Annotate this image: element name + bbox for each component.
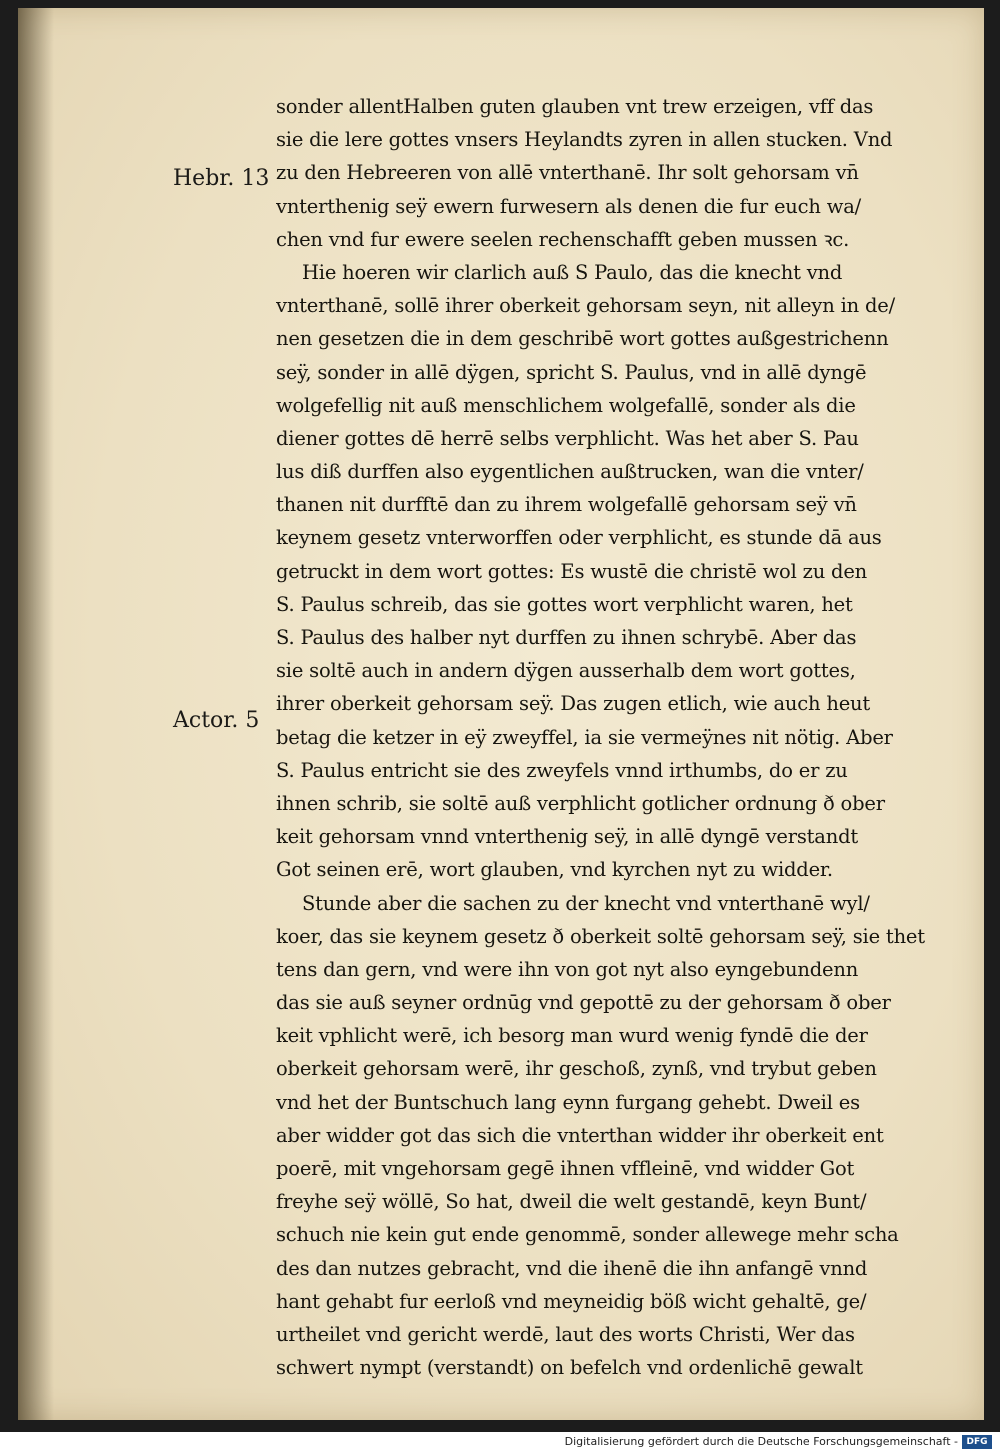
text-line: sie soltē auch in andern dÿgen ausserhalb dem wort gottes, xyxy=(276,659,856,683)
text-line: diener gottes dē herrē selbs verphlicht. Was het aber S. Pau xyxy=(276,426,859,450)
text-line: poerē, mit vngehorsam gegē ihnen vffleinē, vnd widder Got xyxy=(276,1157,855,1180)
text-line: keynem gesetz vnterworffen oder verphlicht, es stunde dā aus xyxy=(276,526,882,550)
text-line: das sie auß seyner ordnūg vnd gepottē zu der gehorsam ð ober xyxy=(276,991,891,1015)
footer-bar xyxy=(0,1432,1000,1452)
text-line: lus diß durffen also eygentlichen außtrucken, wan die vnter/ xyxy=(276,460,864,484)
text-line: zu den Hebreeren von allē vnterthanē. Ihr solt gehorsam vn̄ xyxy=(276,161,859,185)
text-line: vnterthanē, sollē ihrer oberkeit gehorsam seyn, nit alleyn in de/ xyxy=(276,294,895,318)
text-line: S. Paulus entricht sie des zweyfels vnnd irthumbs, do er zu xyxy=(276,758,848,782)
marginal-note-hebr: Hebr. 13 xyxy=(173,166,270,191)
text-line: Got seinen erē, wort glauben, vnd kyrchen nyt zu widder. xyxy=(276,858,833,882)
text-line: nen gesetzen die in dem geschribē wort gottes außgestrichenn xyxy=(276,327,889,351)
text-line: schwert nympt (verstandt) on befelch vnd ordenlichē gewalt xyxy=(276,1356,863,1380)
marginal-note-actor: Actor. 5 xyxy=(173,708,260,733)
text-line: ihrer oberkeit gehorsam seÿ. Das zugen etlich, wie auch heut xyxy=(276,692,871,716)
text-line: seÿ, sonder in allē dÿgen, spricht S. Paulus, vnd in allē dyngē xyxy=(276,360,867,384)
text-line: vnterthenig seÿ ewern furwesern als denen die fur euch wa/ xyxy=(276,194,862,218)
text-line: thanen nit durfftē dan zu ihrem wolgefallē gehorsam seÿ vn̄ xyxy=(276,493,857,517)
book-page xyxy=(18,8,984,1420)
text-line: keit vphlicht werē, ich besorg man wurd wenig fyndē die der xyxy=(276,1024,868,1048)
text-line: Hie hoeren wir clarlich auß S Paulo, das die knecht vnd xyxy=(302,260,843,284)
dfg-logo: DFG xyxy=(962,1435,992,1449)
text-line: Stunde aber die sachen zu der knecht vnd vnterthanē wyl/ xyxy=(302,891,870,915)
text-block xyxy=(276,90,976,1384)
gutter-shadow xyxy=(18,8,54,1420)
text-line: hant gehabt fur eerloß vnd meyneidig böß wicht gehaltē, ge/ xyxy=(276,1289,867,1313)
text-line: koer, das sie keynem gesetz ð oberkeit soltē gehorsam seÿ, sie thet xyxy=(276,924,925,948)
text-line: wolgefellig nit auß menschlichem wolgefallē, sonder als die xyxy=(276,393,856,417)
text-line: keit gehorsam vnnd vnterthenig seÿ, in allē dyngē verstandt xyxy=(276,825,858,849)
text-line: S. Paulus schreib, das sie gottes wort verphlicht waren, het xyxy=(276,592,853,616)
text-line: sonder allentHalben guten glauben vnt trew erzeigen, vff das xyxy=(276,95,874,118)
text-line: chen vnd fur ewere seelen rechenschafft geben mussen ꝛc. xyxy=(276,227,850,251)
text-line: tens dan gern, vnd were ihn von got nyt also eyngebundenn xyxy=(276,957,859,981)
text-line: urtheilet vnd gericht werdē, laut des worts Christi, Wer das xyxy=(276,1322,855,1346)
text-line: sie die lere gottes vnsers Heylandts zyren in allen stucken. Vnd xyxy=(276,128,893,152)
text-line: vnd het der Buntschuch lang eynn furgang gehebt. Dweil es xyxy=(276,1090,860,1114)
text-line: ihnen schrib, sie soltē auß verphlicht gotlicher ordnung ð ober xyxy=(276,791,885,815)
text-line: oberkeit gehorsam werē, ihr geschoß, zynß, vnd trybut geben xyxy=(276,1057,877,1081)
text-line: betag die ketzer in eÿ zweyffel, ia sie vermeÿnes nit nötig. Aber xyxy=(276,725,893,749)
text-line: getruckt in dem wort gottes: Es wustē die christē wol zu den xyxy=(276,559,868,583)
text-line: freyhe seÿ wöllē, So hat, dweil die welt gestandē, keyn Bunt/ xyxy=(276,1190,867,1214)
text-line: schuch nie kein gut ende genommē, sonder allewege mehr scha xyxy=(276,1223,899,1247)
funding-notice: Digitalisierung gefördert durch die Deutsche Forschungsgemeinschaft - xyxy=(564,1435,958,1448)
text-line: aber widder got das sich die vnterthan widder ihr oberkeit ent xyxy=(276,1123,884,1147)
text-line: des dan nutzes gebracht, vnd die ihenē die ihn anfangē vnnd xyxy=(276,1256,868,1280)
text-line: S. Paulus des halber nyt durffen zu ihnen schrybē. Aber das xyxy=(276,626,857,649)
